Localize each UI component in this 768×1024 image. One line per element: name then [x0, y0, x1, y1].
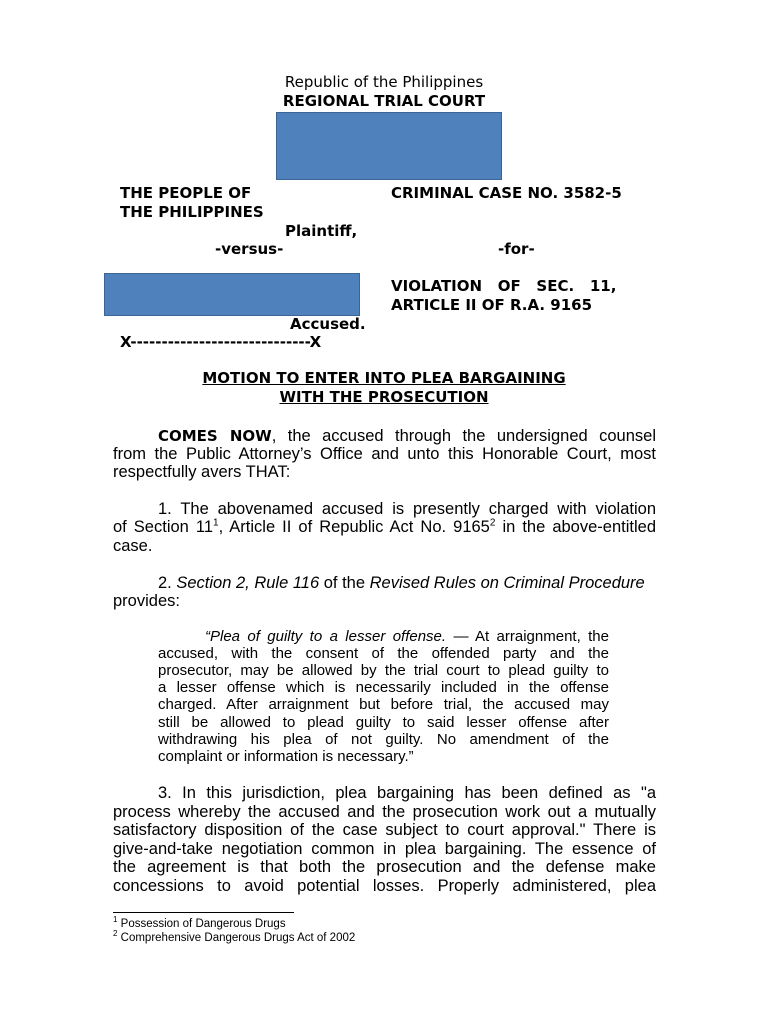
footnote-2-text: Comprehensive Dangerous Drugs Act of 2002 [117, 932, 356, 944]
para1-line3: case. [113, 537, 153, 555]
quote-line6: still be allowed to plead guilty to said lesser offense after [158, 714, 609, 731]
footnote-1-num: 1 [113, 915, 118, 925]
caption-plaintiff-line2: THE PHILIPPINES [120, 203, 264, 221]
footnote-2 [113, 931, 355, 945]
motion-title-2 [0, 388, 768, 406]
quote-line5: charged. After arraignment but before trial, the accused may [158, 696, 609, 713]
quote-line3: prosecutor, may be allowed by the trial court to plead guilty to [158, 662, 609, 679]
para1-line1: 1. The abovenamed accused is presently charged with violation [158, 500, 656, 518]
para1-text-a: of Section 11 [113, 518, 214, 536]
motion-title-line1: MOTION TO ENTER INTO PLEA BARGAINING [202, 369, 566, 387]
footnote-2-num: 2 [113, 929, 118, 939]
caption-accused-label: Accused. [290, 315, 366, 333]
header-court: REGIONAL TRIAL COURT [282, 92, 486, 110]
para3-line3: satisfactory disposition of the case subject to court approval." There is [113, 821, 656, 839]
quote-line4: a lesser offense which is necessarily included in the offense [158, 679, 609, 696]
footnote-separator [113, 912, 294, 913]
para3-line1: 3. In this jurisdiction, plea bargaining has been defined as "a [158, 784, 656, 802]
intro-line1 [113, 427, 656, 446]
caption-plaintiff-line1: THE PEOPLE OF [120, 184, 252, 202]
quote-italic: “Plea of guilty to a lesser offense. [205, 628, 447, 645]
footnote-ref-1: 1 [213, 517, 219, 529]
header-country: Republic of the Philippines [284, 73, 484, 91]
redaction-box-accused [104, 273, 360, 316]
caption-violation-line1: VIOLATION OF SEC. 11, [391, 277, 617, 295]
para3-line4: give-and-take negotiation common in plea bargaining. The essence of [113, 840, 656, 858]
footnote-1-text: Possession of Dangerous Drugs [117, 918, 286, 930]
para2-rule: Section 2, Rule 116 [176, 574, 320, 592]
para2-mid: of the [319, 574, 370, 592]
redaction-box-court [276, 112, 502, 180]
footnote-1 [113, 917, 286, 931]
motion-title-line2: WITH THE PROSECUTION [279, 388, 489, 406]
para2-num: 2. [158, 574, 177, 592]
intro-line2: from the Public Attorney’s Office and unto this Honorable Court, most [113, 445, 656, 463]
caption-separator: X-----------------------------X [120, 333, 322, 351]
para3-line5: the agreement is that both the prosecution and the defense make [113, 858, 656, 876]
quote-line7: withdrawing his plea of not guilty. No amendment of the [158, 731, 609, 748]
quote-line8: complaint or information is necessary.” [158, 748, 414, 765]
para3-line2: process whereby the accused and the prosecution work out a mutually [113, 803, 656, 821]
intro-lead: COMES NOW [158, 427, 272, 445]
quote-line2: accused, with the consent of the offended party and the [158, 645, 609, 662]
para1-line2 [113, 518, 656, 537]
motion-title [0, 369, 768, 387]
caption-for: -for- [498, 240, 535, 258]
para2-line2: provides: [113, 592, 180, 610]
quote-line1-rest: — At arraignment, the [446, 628, 609, 645]
footnote-ref-2: 2 [489, 517, 496, 529]
para2-line1 [158, 574, 645, 593]
para1-text-b: , Article II of Republic Act No. 9165 [218, 518, 490, 536]
para1-text-c: in the above-entitled [495, 518, 656, 536]
intro-line1-rest: , the accused through the undersigned counsel [271, 427, 657, 445]
quote-line1 [205, 628, 609, 645]
caption-plaintiff-label: Plaintiff, [285, 222, 358, 240]
para3-line6: concessions to avoid potential losses. Properly administered, plea [113, 877, 656, 895]
caption-versus: -versus- [215, 240, 284, 258]
para2-book: Revised Rules on Criminal Procedure [369, 574, 645, 592]
caption-violation-line2: ARTICLE II OF R.A. 9165 [391, 296, 593, 314]
caption-case-no: CRIMINAL CASE NO. 3582-5 [391, 184, 622, 202]
intro-line3: respectfully avers THAT: [113, 463, 291, 481]
